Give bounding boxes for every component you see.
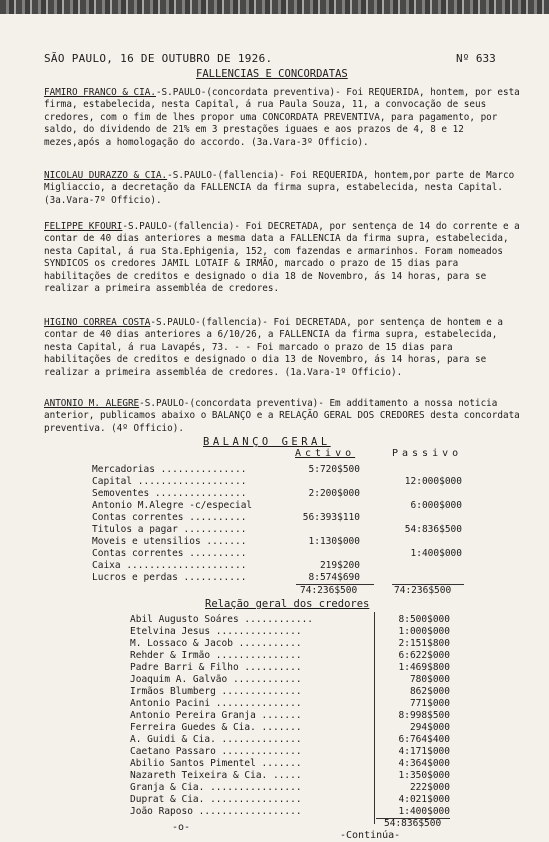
- date-line: SÃO PAULO, 16 DE OUTUBRO DE 1926.: [44, 52, 273, 65]
- entry-body: -S.PAULO-(fallencia)- Foi DECRETADA, por sentença de hontem e a contar de 40 dias anteriores a 6/10/26, a FALLENCIA da firma supra, estabelecida, nesta Capital, á rua Lavapés, 73. - - Foi marcado o prazo de 15 dias para habilitações de creditos e designado o dia 13 de Novembro, ás 14 horas, para se realizar a primeira assembléa de credores. (1a.Vara-1º Officio).: [44, 317, 509, 378]
- entry-3: [44, 221, 524, 295]
- balance-row: Semoventes ................ 2:200$000: [92, 488, 360, 499]
- passivo-total: 74:236$500: [394, 585, 452, 596]
- creditor-row: Granja & Cia. ................ 222$000: [130, 782, 450, 793]
- balance-row: Contas correntes .......... 1:400$000: [92, 548, 462, 559]
- balance-row: Antonio M.Alegre -c/especial 6:000$000: [92, 500, 462, 511]
- creditor-row: Abil Augusto Soáres ............ 8:500$000: [130, 614, 450, 625]
- balance-row: Moveis e utensilios ....... 1:130$000: [92, 536, 360, 547]
- section-title: FALLENCIAS E CONCORDATAS: [196, 68, 348, 80]
- entry-1: [44, 87, 524, 149]
- balance-row: Titulos a pagar ........... 54:836$500: [92, 524, 462, 535]
- creditor-row: Caetano Passaro .............. 4:171$000: [130, 746, 450, 757]
- activo-total: 74:236$500: [300, 585, 358, 596]
- entry-name: FELIPPE KFOURI: [44, 221, 123, 232]
- creditor-row: Joaquim A. Galvão ............ 780$000: [130, 674, 450, 685]
- entry-body: -S.PAULO-(concordata preventiva)- Em additamento a nossa noticia anterior, publicamos abaixo o BALANÇO e a RELAÇÃO GERAL DOS CREDORES desta concordata preventiva. (4º Officio).: [44, 398, 526, 434]
- balance-title: BALANÇO GERAL: [203, 436, 331, 448]
- creditor-row: M. Lossaco & Jacob ........... 2:151$800: [130, 638, 450, 649]
- entry-body: -S.PAULO-(fallencia)- Foi DECRETADA, por sentença de 14 do corrente e a contar de 40 dias anteriores a mesma data a FALLENCIA da firma supra, estabelecida, nesta Capital, á rua Sta.Ephigenia, 152, com fazendas e armarinhos. Foram nomeados SYNDICOS os credores JAMIL LOTAIF & IRMÃO, marcado o prazo de 15 dias para habilitações de creditos e designado o dia 18 de Novembro, ás 14 horas, para se realizar a primeira assembléa de credores.: [44, 221, 526, 295]
- creditor-row: João Raposo .................. 1:400$000: [130, 806, 450, 817]
- creditor-row: Antonio Pacini ............... 771$000: [130, 698, 450, 709]
- balance-row: Lucros e perdas ........... 8:574$690: [92, 572, 360, 583]
- creditor-row: Nazareth Teixeira & Cia. ..... 1:350$000: [130, 770, 450, 781]
- creditor-row: Ferreira Guedes & Cia. ....... 294$000: [130, 722, 450, 733]
- creditors-total: 54:836$500: [384, 818, 442, 829]
- entry-name: FAMIRO FRANCO & CIA.: [44, 87, 156, 98]
- entry-name: HIGINO CORREA COSTA: [44, 317, 151, 328]
- balance-row: Contas correntes .......... 56:393$110: [92, 512, 360, 523]
- creditor-row: Rehder & Irmão ............... 6:622$000: [130, 650, 450, 661]
- creditor-row: Abilio Santos Pimentel ....... 4:364$000: [130, 758, 450, 769]
- balance-row: Mercadorias ............... 5:720$500: [92, 464, 360, 475]
- bulletin-number: Nº 633: [456, 52, 496, 65]
- entry-5: [44, 398, 524, 435]
- entry-body: -S.PAULO-(fallencia)- Foi REQUERIDA, hontem,por parte de Marco Migliaccio, a decretação da FALLENCIA da firma supra, estabelecida, nesta Capital. (3a.Vara-7º Officio).: [44, 170, 520, 206]
- balance-row: Caixa ..................... 219$200: [92, 560, 360, 571]
- balance-row: Capital ................... 12:000$000: [92, 476, 462, 487]
- creditor-row: Antonio Pereira Granja ....... 8:998$500: [130, 710, 450, 721]
- entry-2: [44, 170, 524, 207]
- creditor-row: A. Guidi & Cia. .............. 6:764$400: [130, 734, 450, 745]
- activo-header: Activo: [295, 448, 356, 459]
- creditor-row: Irmãos Blumberg .............. 862$000: [130, 686, 450, 697]
- continues-mark: -Continúa-: [340, 830, 401, 841]
- scan-edge-band: [0, 0, 549, 14]
- entry-body: -S.PAULO-(concordata preventiva)- Foi REQUERIDA, hontem, por esta firma, estabelecida, nesta Capital, á rua Paula Souza, 11, a convocação de seus credores, com o fim de lhes propor uma CONCORDATA PREVENTIVA, para pagamento, por saldo, do dividendo de 21% em 3 prestações iguaes e aos prazos de 4, 8 e 12 mezes,após a homologação do accordo. (3a.Vara-3º Officio).: [44, 87, 526, 148]
- entry-name: NICOLAU DURAZZO & CIA.: [44, 170, 168, 181]
- entry-4: [44, 317, 524, 379]
- separator-mark: -o-: [172, 822, 191, 833]
- entry-name: ANTONIO M. ALEGRE: [44, 398, 140, 409]
- creditor-row: Padre Barri & Filho .......... 1:469$800: [130, 662, 450, 673]
- creditor-row: Etelvina Jesus ............... 1:000$000: [130, 626, 450, 637]
- creditors-title: Relação geral dos credores: [205, 598, 370, 610]
- creditor-row: Duprat & Cia. ................ 4:021$000: [130, 794, 450, 805]
- passivo-header: Passivo: [392, 448, 463, 459]
